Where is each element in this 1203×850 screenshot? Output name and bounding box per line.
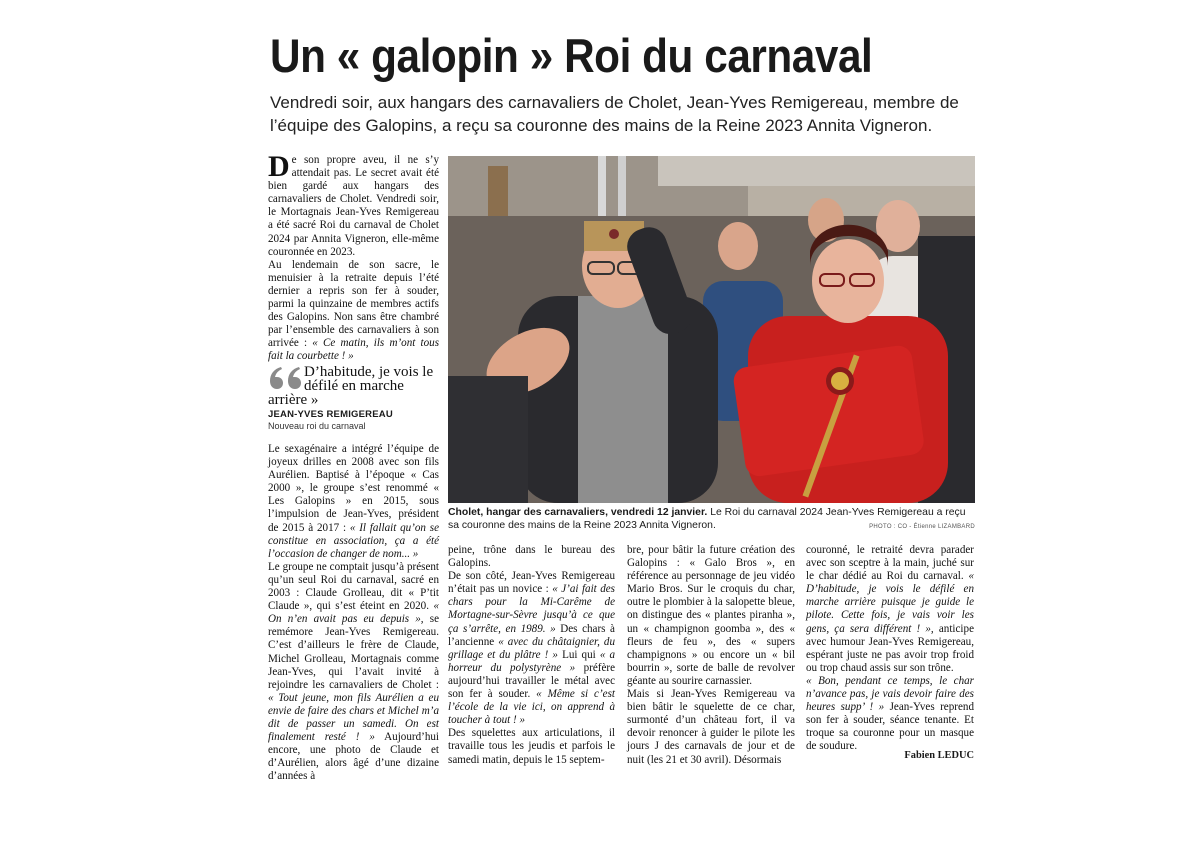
paragraph: couronné, le retraité devra parader avec son sceptre à la main, juché sur le char dédié au Roi du carnaval. [806,544,974,583]
article-column-1-continued [268,443,439,783]
paragraph: Aujourd’hui encore, une photo de Claude et d’Aurélien, alors âgé d’une dizaine d’années à [268,731,440,783]
article-column-2 [448,544,615,767]
paragraph: peine, trône dans le bureau des Galopins. [448,544,615,570]
paragraph: Des chars à l’ancienne [448,622,615,648]
article-column-1 [268,150,440,364]
caption-lead: Cholet, hangar des carnavaliers, vendredi 12 janvier. [448,507,708,518]
paragraph: e son propre aveu, il ne s’y attendait pas. Le secret avait été bien gardé aux hangars des carnavaliers de Cholet. Vendredi soir, le Mortagnais Jean-Yves Remigereau a été sacré Roi du carnaval de Cholet 2024 par Annita Vigneron, elle-même couronnée en 2023. [268,154,439,258]
article-column-4 [806,544,974,754]
article-column-3 [627,544,795,767]
byline: Fabien LEDUC [904,750,974,761]
pullquote-text: D’habitude, je vois le défilé en marche arrière » [268,364,434,408]
pullquote-author: JEAN-YVES REMIGEREAU [268,409,393,420]
quote-inline: « Il fallait qu’on se constitue en association, ça a été l’occasion de changer de nom... » [268,521,440,560]
dropcap: D [268,150,290,183]
paragraph: Au lendemain de son sacre, le menuisier à la retraite depuis l’été dernier a repris son fer à souder, parmi la quinzaine de membres actifs des Galopins. Non sans être chambré par l’ensemble des carnavaliers à son arrivée : [268,258,439,350]
paragraph: De son côté, Jean-Yves Remigereau n’était pas un novice : [448,570,615,596]
photo-illustration [448,156,975,503]
quote-inline: « avec du châtaignier, du grillage et du plâtre ! » [448,635,615,661]
quote-inline: « On n’en avait pas eu depuis », [268,600,439,626]
paragraph: bre, pour bâtir la future création des Galopins : « Galo Bros », en référence au personnage de jeu vidéo Mario Bros. Sur le croquis du char, outre le plombier à la salopette bleue, on distingue des « plantes piranha », un « champignon goomba », des « fleurs de feu », des « supers champignons » ou encore un « bil bourrin », sorte de balle de revolver géante au sourire carnassier. [627,544,795,687]
paragraph: Lui qui [562,648,596,661]
standfirst: Vendredi soir, aux hangars des carnavaliers de Cholet, Jean-Yves Remigereau, membre de l’équipe des Galopins, a reçu sa couronne des mains de la Reine 2023 Annita Vigneron. [270,93,959,135]
paragraph: préfère aujourd’hui travailler le métal avec son fer à souder. [448,661,616,701]
caption-text: Le Roi du carnaval 2024 Jean-Yves Remigereau a reçu sa couronne des mains de la Reine 2023 Annita Vigneron. [448,507,966,531]
pullquote [268,365,443,431]
photo-credit: PHOTO : CO - Étienne LIZAMBARD [869,524,975,530]
paragraph: Le sexagénaire a intégré l’équipe de joyeux drilles en 2008 avec son fils Aurélien. Baptisé à l’époque « Cas 2000 », le groupe s’est renommé « Les Galopins » en 2015, sous l’impulsion de Jean-Yves, président de 2015 à 2017 : [268,443,439,534]
article-photo [448,156,975,503]
headline: Un « galopin » Roi du carnaval [270,29,873,82]
paragraph: Mais si Jean-Yves Remigereau va bien bâtir le squelette de ce char, surmonté d’un château fort, il va devoir renoncer à guider le pilote les jours J des carnavals de jour et de nuit (les 21 et 30 avril). Désormais [627,688,795,766]
paragraph: Des squelettes aux articulations, il travaille tous les jeudis et parfois le samedi matin, depuis le 15 septem- [448,727,615,766]
paragraph: se remémore Jean-Yves Remigereau. C’est d’ailleurs le frère de Claude, Michel Grolleau, Mortagnais comme Jean-Yves, qui l’avait invité à rejoindre les carnavaliers de Cholet : [268,613,439,691]
paragraph: anticipe avec humour Jean-Yves Remigereau, espérant juste ne pas avoir trop froid ou trop chaud assis sur son trône. [806,622,974,674]
quote-mark-icon [268,365,302,391]
quote-inline: « Bon, pendant ce temps, le char n’avance pas, je vais devoir faire des heures supp’ ! » [806,674,974,714]
quote-inline: « Ce matin, ils m’ont tous fait la courbette ! » [268,337,440,363]
quote-inline: « Tout jeune, mon fils Aurélien a eu envie de faire des chars et Michel m’a dit de passer un samedi. On est finalement resté ! » [268,691,439,744]
quote-inline: « J’ai fait des chars pour la Mi-Carême de Mortagne-sur-Sèvre jusqu’à ce que ça s’arrête, en 1989. » [448,583,615,635]
paragraph: Jean-Yves reprend son fer à souder, séance tenante. Et troque sa couronne pour un masque de soudure. [806,701,974,753]
quote-inline: « a horreur du polystyrène » [448,648,616,674]
quote-inline: « D’habitude, je vois le défilé en marche arrière puisque je guide le pilote. Cette fois, je vais voir les gens, ça sera différent ! », [806,570,974,635]
quote-inline: « Même si c’est l’école de la vie ici, on apprend à toucher à tout ! » [448,688,615,727]
paragraph: Le groupe ne comptait jusqu’à présent qu’un seul Roi du carnaval, sacré en 2003 : Claude Grolleau, dit « P’tit Claude », qui s’est éteint en 2020. [268,560,439,613]
pullquote-role: Nouveau roi du carnaval [268,421,366,431]
